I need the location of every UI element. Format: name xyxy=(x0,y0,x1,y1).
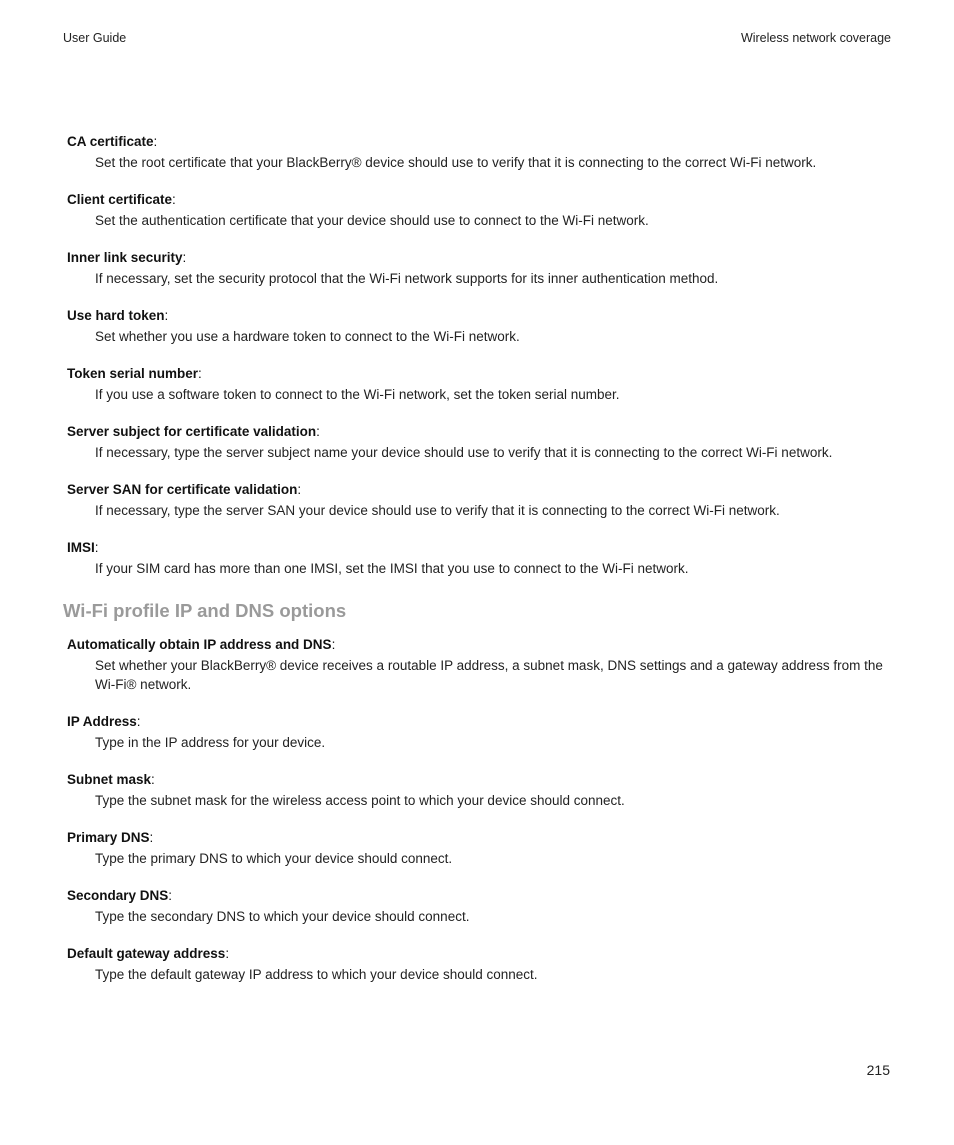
list-item xyxy=(67,538,889,578)
page-header xyxy=(63,31,891,49)
header-chapter-title: Wireless network coverage xyxy=(740,31,891,45)
list-item xyxy=(67,132,889,172)
header-document-title: User Guide xyxy=(63,31,127,45)
term: Primary DNS: xyxy=(67,830,154,845)
term: Use hard token: xyxy=(67,308,169,323)
list-item xyxy=(67,944,889,984)
definition-list-security xyxy=(67,132,889,578)
description: Type the secondary DNS to which your device should connect. xyxy=(95,909,470,924)
description: Type the subnet mask for the wireless access point to which your device should connect. xyxy=(95,793,625,808)
term: Subnet mask: xyxy=(67,772,155,787)
term: IP Address: xyxy=(67,714,141,729)
list-item xyxy=(67,306,889,346)
page-content xyxy=(63,132,889,984)
list-item xyxy=(67,422,889,462)
term: Server SAN for certificate validation: xyxy=(67,482,302,497)
term: CA certificate: xyxy=(67,134,158,149)
term: Secondary DNS: xyxy=(67,888,173,903)
term: Server subject for certificate validation: xyxy=(67,424,320,439)
description: If necessary, type the server subject name your device should use to verify that it is connecting to the correct Wi-Fi network. xyxy=(95,445,833,460)
description: Type the default gateway IP address to which your device should connect. xyxy=(95,967,538,982)
description: Set whether your BlackBerry® device receives a routable IP address, a subnet mask, DNS settings and a gateway address from the Wi-Fi® network. xyxy=(95,658,883,692)
description: If necessary, set the security protocol that the Wi-Fi network supports for its inner authentication method. xyxy=(95,271,719,286)
description: Type in the IP address for your device. xyxy=(95,735,326,750)
description: If your SIM card has more than one IMSI, set the IMSI that you use to connect to the Wi-Fi network. xyxy=(95,561,689,576)
term: Automatically obtain IP address and DNS: xyxy=(67,637,336,652)
description: Type the primary DNS to which your device should connect. xyxy=(95,851,453,866)
description: If necessary, type the server SAN your device should use to verify that it is connecting to the correct Wi-Fi network. xyxy=(95,503,780,518)
description: Set whether you use a hardware token to connect to the Wi-Fi network. xyxy=(95,329,520,344)
list-item xyxy=(67,364,889,404)
list-item xyxy=(67,828,889,868)
list-item xyxy=(67,886,889,926)
list-item xyxy=(67,480,889,520)
term: Token serial number: xyxy=(67,366,202,381)
description: Set the root certificate that your BlackBerry® device should use to verify that it is connecting to the correct Wi-Fi network. xyxy=(95,155,817,170)
description: Set the authentication certificate that your device should use to connect to the Wi-Fi network. xyxy=(95,213,649,228)
list-item xyxy=(67,248,889,288)
list-item xyxy=(67,712,889,752)
list-item xyxy=(67,635,889,694)
section-heading: Wi-Fi profile IP and DNS options xyxy=(63,600,347,621)
list-item xyxy=(67,190,889,230)
description: If you use a software token to connect to the Wi-Fi network, set the token serial number. xyxy=(95,387,620,402)
page-number: 215 xyxy=(866,1062,890,1078)
definition-list-ip-dns xyxy=(67,635,889,984)
term: Client certificate: xyxy=(67,192,176,207)
term: Default gateway address: xyxy=(67,946,230,961)
term: Inner link security: xyxy=(67,250,187,265)
term: IMSI: xyxy=(67,540,99,555)
list-item xyxy=(67,770,889,810)
